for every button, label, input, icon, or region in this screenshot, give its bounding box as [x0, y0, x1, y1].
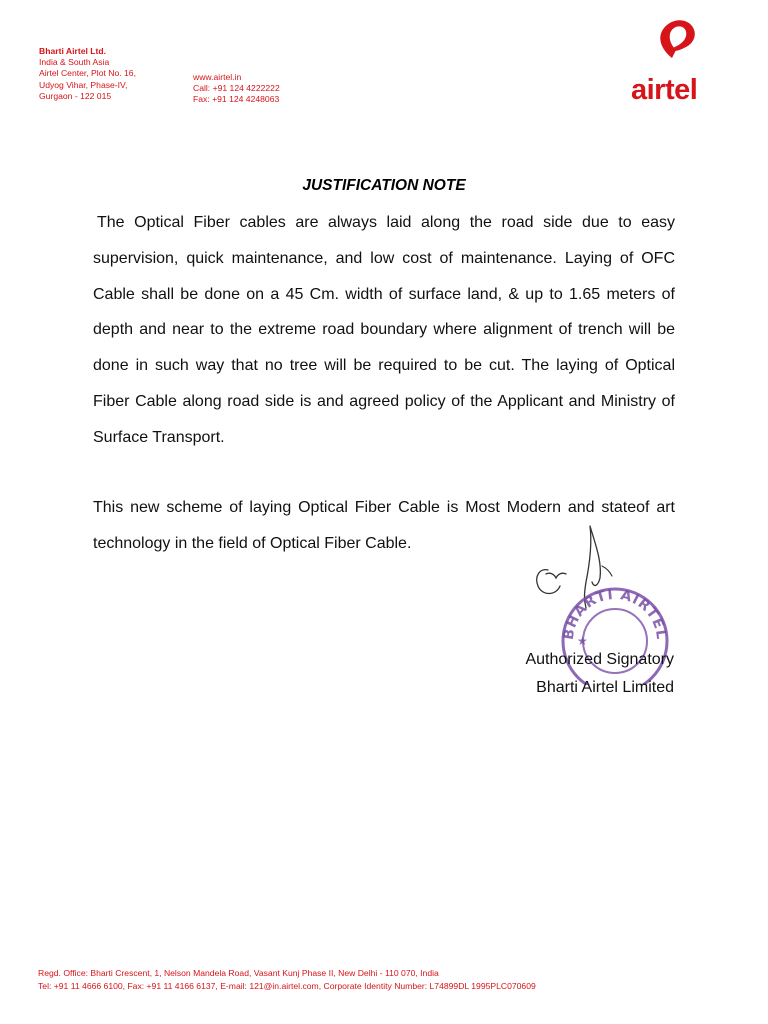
body-paragraph: The Optical Fiber cables are always laid along the road side due to easy supervision, quick maintenance, and low cost of maintenance. Laying of OFC Cable shall be done on a 45 Cm. width of surface land, & up to 1.65 meters of depth and near to the extreme road boundary where alignment of trench will be done in such way that no tree will be required to be cut. The laying of Optical Fiber Cable along road side is and agreed policy of the Applicant and Ministry of Surface Transport.	[93, 214, 675, 446]
signatory-title: Authorized Signatory	[525, 651, 674, 668]
company-name: Bharti Airtel Ltd.	[39, 46, 106, 56]
body-paragraph: This new scheme of laying Optical Fiber Cable is Most Modern and stateof art technology in the field of Optical Fiber Cable.	[93, 499, 675, 552]
address-line: Airtel Center, Plot No. 16,	[39, 68, 136, 79]
svg-text:BHARTI AIRTEL	[561, 587, 669, 641]
footer	[38, 967, 738, 993]
stamp-text: BHARTI AIRTEL	[560, 586, 670, 641]
fax-number: Fax: +91 124 4248063	[193, 94, 280, 105]
svg-text:★: ★	[577, 634, 588, 648]
signatory-block	[525, 646, 674, 702]
airtel-logo-text: airtel	[631, 74, 698, 106]
website-link[interactable]: www.airtel.in	[193, 72, 242, 82]
document-title: JUSTIFICATION NOTE	[302, 177, 466, 194]
company-address-block	[39, 46, 136, 102]
address-line: India & South Asia	[39, 57, 110, 68]
contact-block	[193, 72, 280, 106]
address-line: Udyog Vihar, Phase-IV,	[39, 79, 128, 90]
address-line: Gurgaon - 122 015	[39, 90, 112, 101]
registered-office: Regd. Office: Bharti Crescent, 1, Nelson Mandela Road, Vasant Kunj Phase II, New Delhi - 110 070, India	[38, 968, 439, 978]
signatory-company: Bharti Airtel Limited	[536, 679, 674, 696]
phone-number: Call: +91 124 4222222	[193, 83, 280, 94]
contact-details: Tel: +91 11 4666 6100, Fax: +91 11 4166 6137, E-mail: 121@in.airtel.com, Corporate Identity Number: L74899DL 1995PLC070609	[38, 981, 536, 991]
